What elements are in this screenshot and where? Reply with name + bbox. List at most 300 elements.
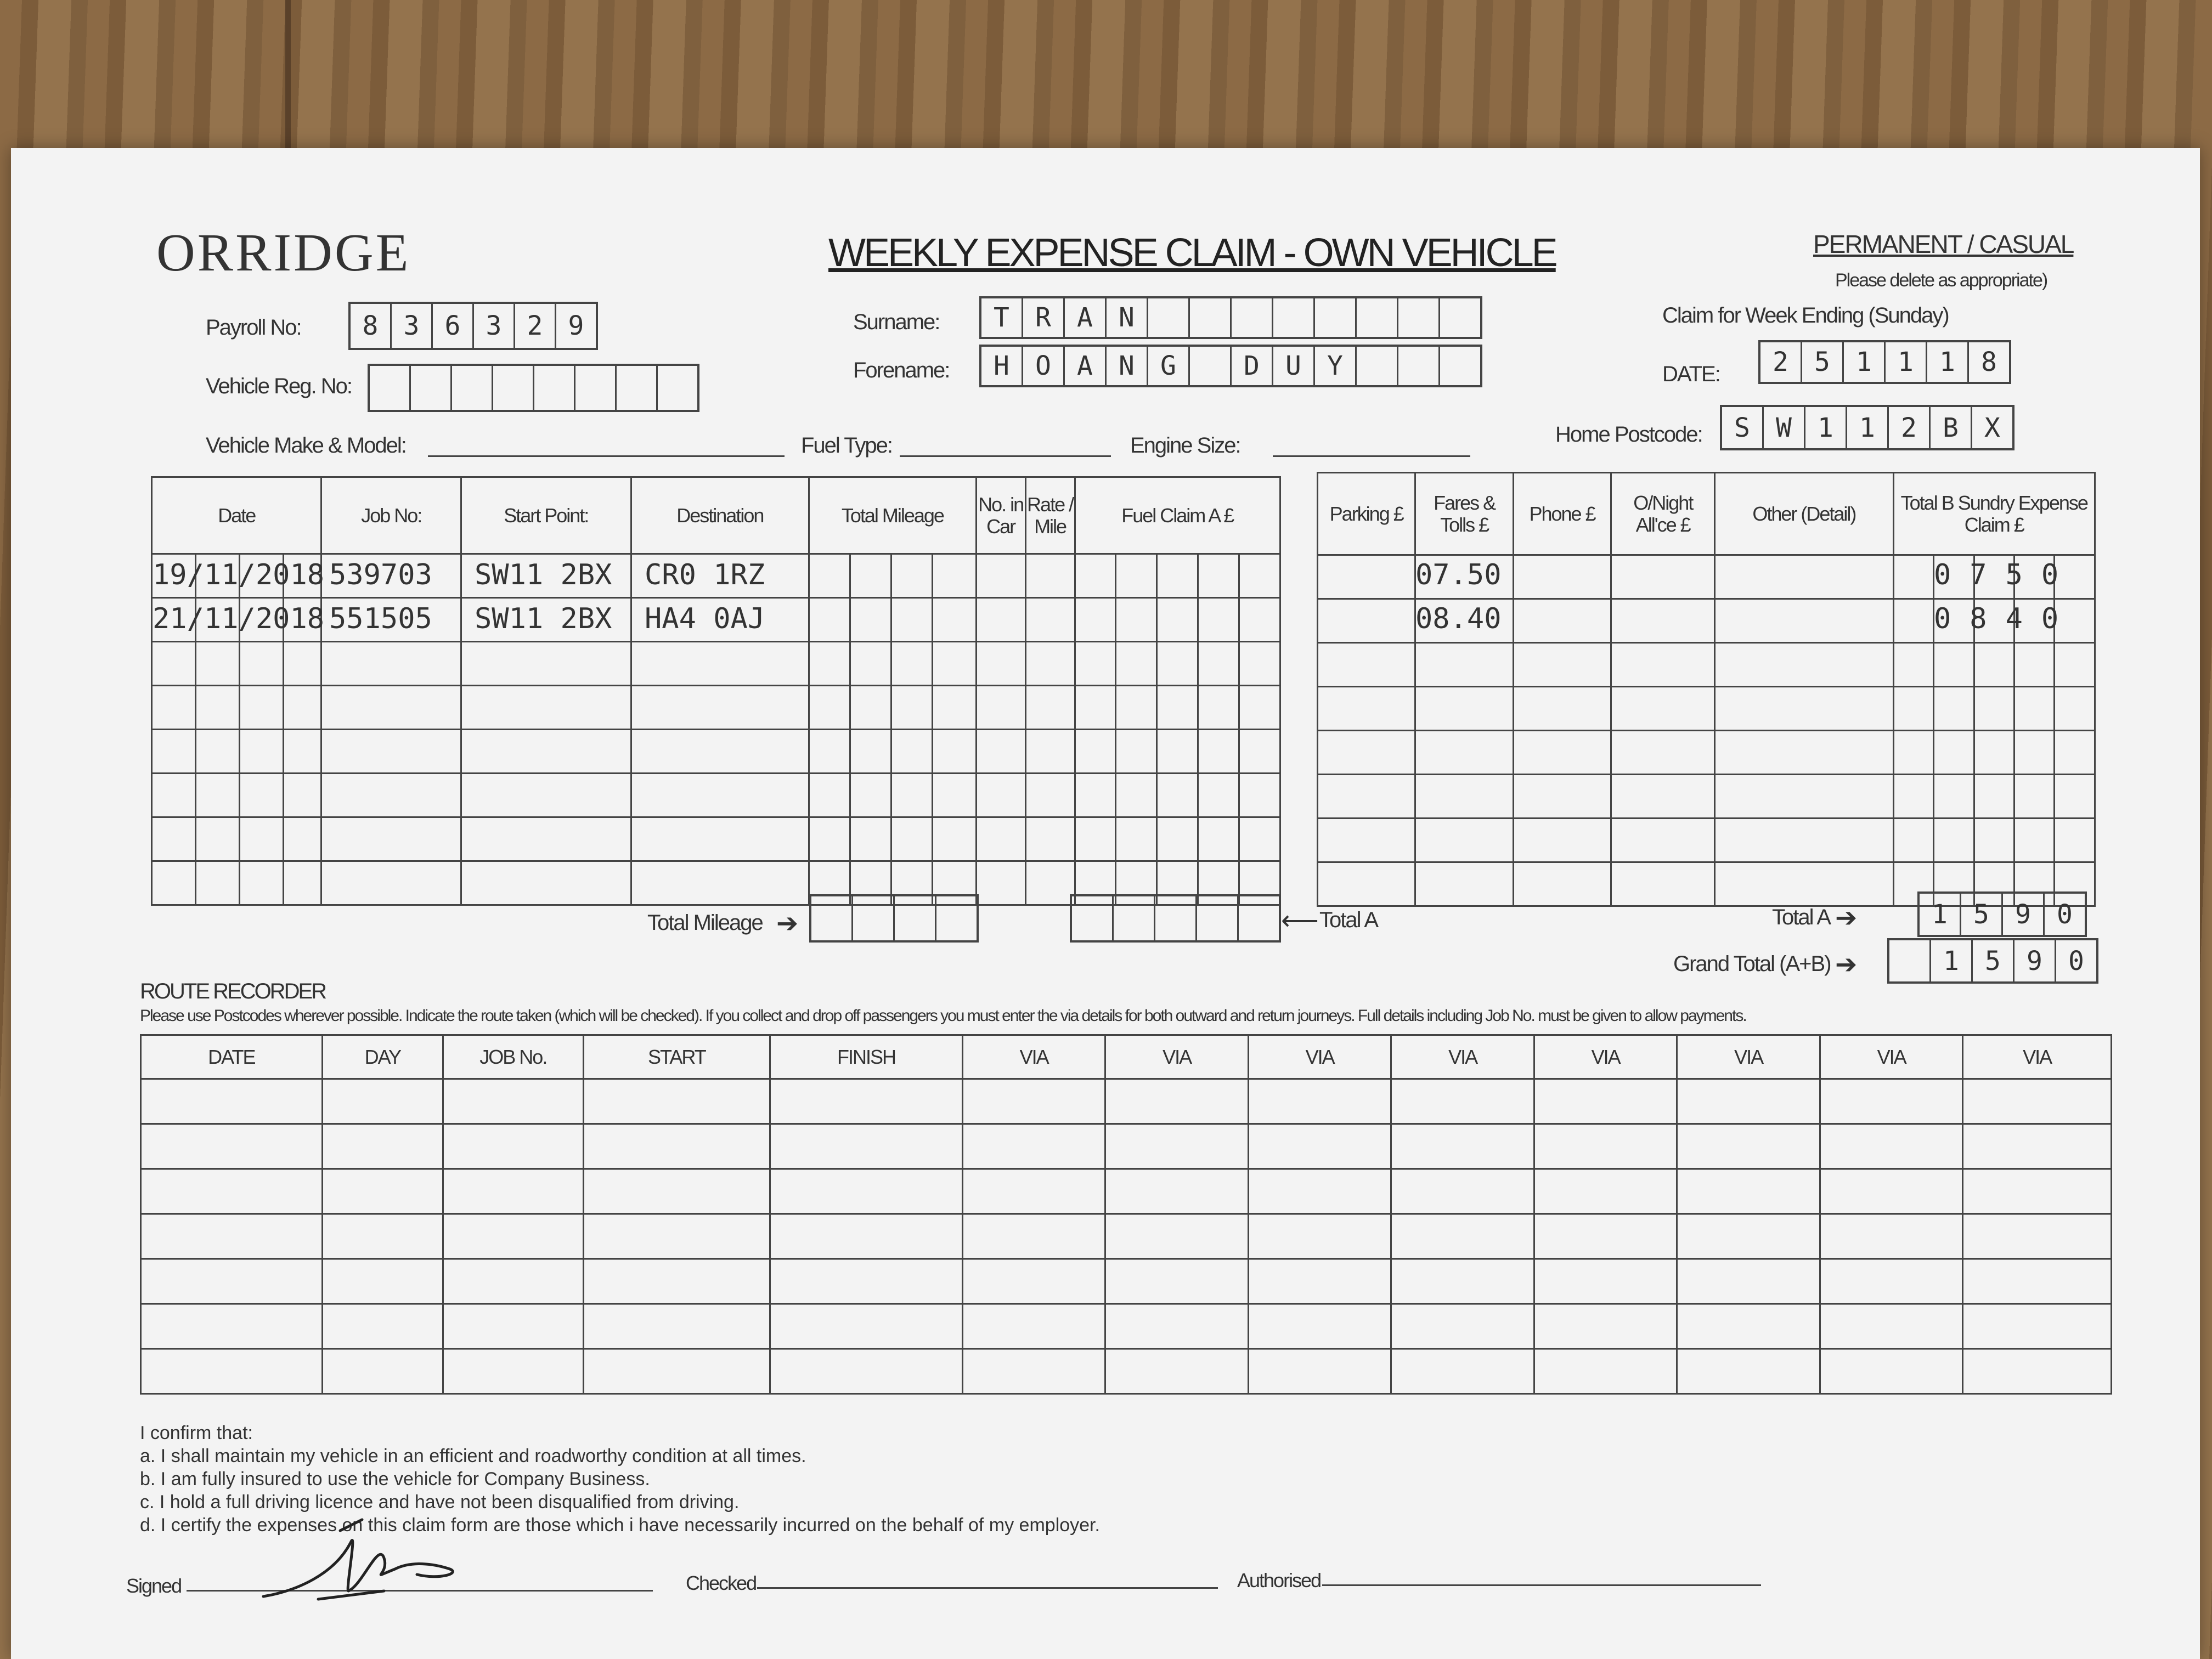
route-cell[interactable] bbox=[443, 1214, 583, 1259]
route-cell[interactable] bbox=[770, 1124, 963, 1169]
journey-cell[interactable] bbox=[239, 686, 283, 730]
journey-cell[interactable] bbox=[195, 730, 239, 774]
journey-cell[interactable] bbox=[1157, 686, 1198, 730]
journey-cell[interactable] bbox=[195, 861, 239, 905]
route-cell[interactable] bbox=[141, 1349, 323, 1394]
sundry-cell[interactable] bbox=[1715, 687, 1893, 731]
journey-cell[interactable] bbox=[976, 817, 1025, 861]
route-cell[interactable] bbox=[770, 1214, 963, 1259]
journey-cell[interactable] bbox=[1025, 598, 1075, 642]
journey-cell[interactable] bbox=[1198, 642, 1239, 686]
route-cell[interactable] bbox=[1677, 1214, 1820, 1259]
sundry-row[interactable] bbox=[1318, 731, 2095, 775]
journey-cell[interactable] bbox=[976, 686, 1025, 730]
route-cell[interactable] bbox=[1820, 1304, 1963, 1349]
route-cell[interactable] bbox=[1534, 1259, 1677, 1304]
journey-cell[interactable] bbox=[850, 598, 891, 642]
journey-cell[interactable] bbox=[891, 686, 932, 730]
journey-cell[interactable] bbox=[283, 817, 321, 861]
route-cell[interactable] bbox=[962, 1304, 1105, 1349]
route-cell[interactable] bbox=[1963, 1169, 2112, 1214]
journey-cell[interactable] bbox=[809, 686, 850, 730]
route-cell[interactable] bbox=[1534, 1214, 1677, 1259]
journey-cell[interactable] bbox=[976, 642, 1025, 686]
journey-cell[interactable] bbox=[321, 730, 461, 774]
route-cell[interactable] bbox=[322, 1079, 443, 1124]
sundry-cell[interactable] bbox=[1715, 775, 1893, 819]
journey-row[interactable] bbox=[152, 730, 1280, 774]
route-cell[interactable] bbox=[1534, 1169, 1677, 1214]
route-cell[interactable] bbox=[1105, 1349, 1249, 1394]
sundry-cell[interactable] bbox=[1611, 731, 1715, 775]
journey-cell[interactable] bbox=[283, 861, 321, 905]
route-cell[interactable] bbox=[443, 1349, 583, 1394]
journey-cell[interactable] bbox=[461, 642, 631, 686]
journey-cell[interactable] bbox=[1025, 774, 1075, 817]
sundry-cell[interactable] bbox=[1893, 731, 1933, 775]
journey-cell[interactable] bbox=[631, 817, 809, 861]
sundry-row[interactable] bbox=[1318, 775, 2095, 819]
journey-cell[interactable] bbox=[461, 861, 631, 905]
journey-cell[interactable] bbox=[283, 730, 321, 774]
route-cell[interactable] bbox=[962, 1079, 1105, 1124]
journey-cell[interactable] bbox=[239, 774, 283, 817]
journey-cell[interactable] bbox=[321, 774, 461, 817]
journey-cell[interactable] bbox=[809, 817, 850, 861]
journey-cell[interactable] bbox=[1198, 686, 1239, 730]
sundry-row[interactable] bbox=[1318, 687, 2095, 731]
route-row[interactable] bbox=[141, 1079, 2112, 1124]
sundry-row[interactable] bbox=[1318, 643, 2095, 687]
journey-cell[interactable] bbox=[1239, 774, 1280, 817]
journey-cell[interactable] bbox=[461, 817, 631, 861]
journey-cell[interactable] bbox=[631, 861, 809, 905]
route-cell[interactable] bbox=[322, 1304, 443, 1349]
journey-cell[interactable] bbox=[932, 686, 976, 730]
journey-cell[interactable] bbox=[1157, 598, 1198, 642]
route-cell[interactable] bbox=[1820, 1124, 1963, 1169]
route-cell[interactable] bbox=[1248, 1259, 1391, 1304]
sundry-cell[interactable] bbox=[1513, 555, 1611, 599]
route-cell[interactable] bbox=[1534, 1124, 1677, 1169]
sundry-cell[interactable] bbox=[1974, 819, 2014, 862]
sundry-cell[interactable] bbox=[1415, 731, 1513, 775]
sundry-cell[interactable] bbox=[1513, 599, 1611, 643]
week-ending-date-field[interactable] bbox=[1758, 340, 2011, 384]
journey-row[interactable] bbox=[152, 642, 1280, 686]
route-row[interactable] bbox=[141, 1214, 2112, 1259]
route-cell[interactable] bbox=[1248, 1214, 1391, 1259]
journey-cell[interactable] bbox=[976, 861, 1025, 905]
route-cell[interactable] bbox=[1248, 1304, 1391, 1349]
route-cell[interactable] bbox=[962, 1169, 1105, 1214]
route-row[interactable] bbox=[141, 1349, 2112, 1394]
payroll-number-field[interactable] bbox=[348, 302, 598, 350]
sundry-cell[interactable] bbox=[1893, 555, 1933, 599]
route-cell[interactable] bbox=[962, 1259, 1105, 1304]
journey-cell[interactable] bbox=[152, 642, 196, 686]
vehicle-make-line[interactable] bbox=[428, 455, 785, 457]
sundry-cell[interactable] bbox=[1893, 819, 1933, 862]
journey-cell[interactable] bbox=[321, 817, 461, 861]
sundry-cell[interactable] bbox=[2055, 775, 2095, 819]
route-cell[interactable] bbox=[141, 1169, 323, 1214]
journey-cell[interactable] bbox=[932, 774, 976, 817]
journey-cell[interactable] bbox=[1239, 554, 1280, 598]
route-cell[interactable] bbox=[1677, 1079, 1820, 1124]
route-cell[interactable] bbox=[1534, 1304, 1677, 1349]
route-cell[interactable] bbox=[1963, 1079, 2112, 1124]
sundry-cell[interactable] bbox=[1415, 775, 1513, 819]
route-cell[interactable] bbox=[1391, 1079, 1534, 1124]
journey-cell[interactable] bbox=[1116, 774, 1157, 817]
total-a-field[interactable] bbox=[1917, 891, 2087, 937]
journey-cell[interactable] bbox=[152, 730, 196, 774]
journey-cell[interactable] bbox=[1075, 817, 1116, 861]
sundry-cell[interactable] bbox=[1318, 643, 1415, 687]
journey-cell[interactable] bbox=[461, 686, 631, 730]
sundry-cell[interactable] bbox=[1611, 555, 1715, 599]
sundry-cell[interactable] bbox=[1715, 862, 1893, 906]
route-cell[interactable] bbox=[583, 1349, 770, 1394]
route-row[interactable] bbox=[141, 1259, 2112, 1304]
route-cell[interactable] bbox=[141, 1304, 323, 1349]
journey-cell[interactable] bbox=[1025, 817, 1075, 861]
route-cell[interactable] bbox=[1105, 1079, 1249, 1124]
sundry-cell[interactable] bbox=[1934, 819, 1974, 862]
sundry-cell[interactable] bbox=[1611, 643, 1715, 687]
route-row[interactable] bbox=[141, 1124, 2112, 1169]
journey-cell[interactable] bbox=[1116, 554, 1157, 598]
route-cell[interactable] bbox=[443, 1304, 583, 1349]
sundry-cell[interactable] bbox=[1318, 555, 1415, 599]
route-cell[interactable] bbox=[1963, 1349, 2112, 1394]
sundry-cell[interactable] bbox=[1893, 775, 1933, 819]
journey-cell[interactable] bbox=[283, 642, 321, 686]
sundry-cell[interactable] bbox=[2055, 643, 2095, 687]
route-cell[interactable] bbox=[583, 1304, 770, 1349]
route-cell[interactable] bbox=[1677, 1304, 1820, 1349]
journey-cell[interactable] bbox=[195, 817, 239, 861]
journey-cell[interactable] bbox=[631, 774, 809, 817]
route-cell[interactable] bbox=[770, 1169, 963, 1214]
journey-cell[interactable] bbox=[891, 817, 932, 861]
route-cell[interactable] bbox=[141, 1259, 323, 1304]
journey-cell[interactable] bbox=[1157, 774, 1198, 817]
journey-cell[interactable] bbox=[1198, 774, 1239, 817]
journey-row[interactable] bbox=[152, 686, 1280, 730]
route-cell[interactable] bbox=[443, 1079, 583, 1124]
route-cell[interactable] bbox=[141, 1214, 323, 1259]
route-cell[interactable] bbox=[322, 1349, 443, 1394]
route-cell[interactable] bbox=[322, 1259, 443, 1304]
journey-row[interactable] bbox=[152, 774, 1280, 817]
sundry-cell[interactable] bbox=[1974, 643, 2014, 687]
route-cell[interactable] bbox=[1391, 1304, 1534, 1349]
route-cell[interactable] bbox=[322, 1214, 443, 1259]
route-cell[interactable] bbox=[1391, 1259, 1534, 1304]
journey-cell[interactable] bbox=[809, 642, 850, 686]
sundry-cell[interactable] bbox=[1318, 862, 1415, 906]
route-row[interactable] bbox=[141, 1169, 2112, 1214]
journey-cell[interactable] bbox=[321, 642, 461, 686]
journey-cell[interactable] bbox=[152, 774, 196, 817]
journey-cell[interactable] bbox=[1025, 554, 1075, 598]
sundry-cell[interactable] bbox=[1934, 687, 1974, 731]
sundry-cell[interactable] bbox=[2055, 687, 2095, 731]
route-cell[interactable] bbox=[770, 1349, 963, 1394]
journey-cell[interactable] bbox=[195, 642, 239, 686]
journey-cell[interactable] bbox=[850, 774, 891, 817]
journey-cell[interactable] bbox=[152, 686, 196, 730]
journey-cell[interactable] bbox=[976, 730, 1025, 774]
route-cell[interactable] bbox=[141, 1079, 323, 1124]
journey-cell[interactable] bbox=[1198, 730, 1239, 774]
sundry-cell[interactable] bbox=[2055, 819, 2095, 862]
journey-cell[interactable] bbox=[932, 554, 976, 598]
journey-cell[interactable] bbox=[932, 598, 976, 642]
route-cell[interactable] bbox=[1105, 1259, 1249, 1304]
route-cell[interactable] bbox=[583, 1079, 770, 1124]
journey-cell[interactable] bbox=[976, 554, 1025, 598]
route-cell[interactable] bbox=[1248, 1124, 1391, 1169]
journey-cell[interactable] bbox=[1157, 554, 1198, 598]
sundry-cell[interactable] bbox=[2014, 775, 2054, 819]
journey-cell[interactable] bbox=[1116, 817, 1157, 861]
journey-cell[interactable] bbox=[891, 730, 932, 774]
journey-cell[interactable] bbox=[809, 730, 850, 774]
journey-cell[interactable] bbox=[891, 554, 932, 598]
journey-cell[interactable] bbox=[631, 730, 809, 774]
route-cell[interactable] bbox=[1820, 1349, 1963, 1394]
journey-cell[interactable] bbox=[1239, 642, 1280, 686]
route-cell[interactable] bbox=[141, 1124, 323, 1169]
route-cell[interactable] bbox=[1105, 1124, 1249, 1169]
journey-cell[interactable] bbox=[1198, 598, 1239, 642]
journey-cell[interactable] bbox=[1157, 730, 1198, 774]
route-cell[interactable] bbox=[1963, 1124, 2112, 1169]
journey-cell[interactable] bbox=[1239, 730, 1280, 774]
route-cell[interactable] bbox=[1677, 1349, 1820, 1394]
journey-cell[interactable] bbox=[809, 774, 850, 817]
journey-cell[interactable] bbox=[195, 686, 239, 730]
sundry-cell[interactable] bbox=[1934, 775, 1974, 819]
sundry-cell[interactable] bbox=[1513, 687, 1611, 731]
sundry-cell[interactable] bbox=[1893, 643, 1933, 687]
route-cell[interactable] bbox=[1391, 1214, 1534, 1259]
route-cell[interactable] bbox=[1677, 1124, 1820, 1169]
journey-cell[interactable] bbox=[1116, 730, 1157, 774]
route-cell[interactable] bbox=[1391, 1124, 1534, 1169]
sundry-cell[interactable] bbox=[2014, 687, 2054, 731]
route-cell[interactable] bbox=[1677, 1259, 1820, 1304]
journey-cell[interactable] bbox=[239, 861, 283, 905]
journey-cell[interactable] bbox=[1116, 686, 1157, 730]
journey-cell[interactable] bbox=[1075, 642, 1116, 686]
journey-cell[interactable] bbox=[1025, 730, 1075, 774]
route-cell[interactable] bbox=[1105, 1214, 1249, 1259]
journey-cell[interactable] bbox=[850, 642, 891, 686]
journey-cell[interactable] bbox=[850, 730, 891, 774]
sundry-cell[interactable] bbox=[1715, 599, 1893, 643]
journey-cell[interactable] bbox=[283, 686, 321, 730]
route-cell[interactable] bbox=[1820, 1214, 1963, 1259]
route-cell[interactable] bbox=[1820, 1259, 1963, 1304]
route-cell[interactable] bbox=[583, 1124, 770, 1169]
journey-cell[interactable] bbox=[1198, 554, 1239, 598]
fuel-type-line[interactable] bbox=[900, 455, 1111, 457]
journey-cell[interactable] bbox=[1075, 554, 1116, 598]
journey-cell[interactable] bbox=[152, 861, 196, 905]
sundry-cell[interactable] bbox=[1318, 687, 1415, 731]
route-cell[interactable] bbox=[962, 1124, 1105, 1169]
journey-cell[interactable] bbox=[239, 817, 283, 861]
journey-cell[interactable] bbox=[809, 554, 850, 598]
route-cell[interactable] bbox=[583, 1259, 770, 1304]
sundry-cell[interactable] bbox=[1611, 819, 1715, 862]
route-cell[interactable] bbox=[1391, 1169, 1534, 1214]
journey-cell[interactable] bbox=[891, 598, 932, 642]
sundry-cell[interactable] bbox=[1715, 819, 1893, 862]
journey-cell[interactable] bbox=[976, 598, 1025, 642]
journey-cell[interactable] bbox=[809, 598, 850, 642]
sundry-cell[interactable] bbox=[1513, 862, 1611, 906]
sundry-cell[interactable] bbox=[1415, 687, 1513, 731]
journey-cell[interactable] bbox=[321, 861, 461, 905]
route-cell[interactable] bbox=[1534, 1079, 1677, 1124]
sundry-cell[interactable] bbox=[1415, 643, 1513, 687]
sundry-cell[interactable] bbox=[1974, 731, 2014, 775]
route-cell[interactable] bbox=[322, 1169, 443, 1214]
journey-cell[interactable] bbox=[932, 817, 976, 861]
sundry-cell[interactable] bbox=[1513, 819, 1611, 862]
sundry-cell[interactable] bbox=[1893, 599, 1933, 643]
route-cell[interactable] bbox=[1963, 1304, 2112, 1349]
sundry-cell[interactable] bbox=[2014, 731, 2054, 775]
sundry-cell[interactable] bbox=[1893, 687, 1933, 731]
route-cell[interactable] bbox=[962, 1214, 1105, 1259]
sundry-cell[interactable] bbox=[2055, 731, 2095, 775]
journey-cell[interactable] bbox=[1239, 817, 1280, 861]
route-cell[interactable] bbox=[443, 1169, 583, 1214]
route-cell[interactable] bbox=[322, 1124, 443, 1169]
route-cell[interactable] bbox=[443, 1259, 583, 1304]
grand-total-field[interactable] bbox=[1887, 938, 2098, 984]
journey-cell[interactable] bbox=[1075, 730, 1116, 774]
route-cell[interactable] bbox=[1391, 1349, 1534, 1394]
route-cell[interactable] bbox=[770, 1304, 963, 1349]
total-a-left-boxes[interactable] bbox=[1070, 894, 1281, 943]
sundry-cell[interactable] bbox=[1318, 819, 1415, 862]
route-cell[interactable] bbox=[1534, 1349, 1677, 1394]
route-cell[interactable] bbox=[962, 1349, 1105, 1394]
sundry-cell[interactable] bbox=[1415, 862, 1513, 906]
journey-cell[interactable] bbox=[195, 774, 239, 817]
journey-cell[interactable] bbox=[1198, 817, 1239, 861]
sundry-row[interactable] bbox=[1318, 819, 2095, 862]
route-cell[interactable] bbox=[1248, 1349, 1391, 1394]
route-cell[interactable] bbox=[1963, 1259, 2112, 1304]
route-cell[interactable] bbox=[583, 1214, 770, 1259]
sundry-cell[interactable] bbox=[1513, 775, 1611, 819]
checked-line[interactable] bbox=[757, 1587, 1218, 1589]
route-cell[interactable] bbox=[1677, 1169, 1820, 1214]
sundry-cell[interactable] bbox=[1611, 599, 1715, 643]
sundry-cell[interactable] bbox=[1611, 775, 1715, 819]
route-cell[interactable] bbox=[1820, 1169, 1963, 1214]
journey-cell[interactable] bbox=[1025, 642, 1075, 686]
journey-cell[interactable] bbox=[1075, 774, 1116, 817]
journey-cell[interactable] bbox=[461, 730, 631, 774]
route-cell[interactable] bbox=[1105, 1169, 1249, 1214]
sundry-cell[interactable] bbox=[1974, 687, 2014, 731]
journey-cell[interactable] bbox=[1025, 861, 1075, 905]
route-cell[interactable] bbox=[1105, 1304, 1249, 1349]
journey-row[interactable] bbox=[152, 817, 1280, 861]
journey-cell[interactable] bbox=[239, 730, 283, 774]
journey-cell[interactable] bbox=[850, 817, 891, 861]
route-cell[interactable] bbox=[443, 1124, 583, 1169]
route-cell[interactable] bbox=[1248, 1079, 1391, 1124]
journey-cell[interactable] bbox=[976, 774, 1025, 817]
journey-cell[interactable] bbox=[1116, 642, 1157, 686]
sundry-cell[interactable] bbox=[1318, 731, 1415, 775]
sundry-cell[interactable] bbox=[1715, 643, 1893, 687]
route-cell[interactable] bbox=[770, 1259, 963, 1304]
journey-cell[interactable] bbox=[1025, 686, 1075, 730]
sundry-cell[interactable] bbox=[1611, 862, 1715, 906]
journey-cell[interactable] bbox=[1157, 642, 1198, 686]
sundry-cell[interactable] bbox=[1934, 731, 1974, 775]
journey-cell[interactable] bbox=[631, 686, 809, 730]
journey-cell[interactable] bbox=[283, 774, 321, 817]
journey-cell[interactable] bbox=[461, 774, 631, 817]
authorised-line[interactable] bbox=[1322, 1584, 1761, 1586]
route-cell[interactable] bbox=[1248, 1169, 1391, 1214]
surname-field[interactable] bbox=[979, 296, 1482, 339]
journey-cell[interactable] bbox=[932, 642, 976, 686]
forename-field[interactable] bbox=[979, 345, 1482, 387]
total-mileage-boxes[interactable] bbox=[809, 894, 979, 943]
journey-cell[interactable] bbox=[1157, 817, 1198, 861]
sundry-cell[interactable] bbox=[2014, 643, 2054, 687]
engine-size-line[interactable] bbox=[1273, 455, 1470, 457]
journey-cell[interactable] bbox=[932, 730, 976, 774]
journey-cell[interactable] bbox=[631, 642, 809, 686]
sundry-cell[interactable] bbox=[1415, 819, 1513, 862]
journey-cell[interactable] bbox=[1075, 598, 1116, 642]
journey-cell[interactable] bbox=[850, 554, 891, 598]
sundry-cell[interactable] bbox=[2014, 819, 2054, 862]
journey-cell[interactable] bbox=[891, 774, 932, 817]
sundry-cell[interactable] bbox=[1318, 775, 1415, 819]
vehicle-reg-field[interactable] bbox=[368, 364, 699, 412]
journey-cell[interactable] bbox=[321, 686, 461, 730]
route-cell[interactable] bbox=[770, 1079, 963, 1124]
journey-cell[interactable] bbox=[1075, 686, 1116, 730]
route-cell[interactable] bbox=[583, 1169, 770, 1214]
sundry-cell[interactable] bbox=[1974, 775, 2014, 819]
sundry-cell[interactable] bbox=[1513, 643, 1611, 687]
sundry-cell[interactable] bbox=[1611, 687, 1715, 731]
journey-cell[interactable] bbox=[891, 642, 932, 686]
home-postcode-field[interactable] bbox=[1720, 405, 2015, 450]
journey-cell[interactable] bbox=[239, 642, 283, 686]
route-row[interactable] bbox=[141, 1304, 2112, 1349]
sundry-cell[interactable] bbox=[1715, 555, 1893, 599]
route-cell[interactable] bbox=[1963, 1214, 2112, 1259]
journey-cell[interactable] bbox=[1239, 686, 1280, 730]
